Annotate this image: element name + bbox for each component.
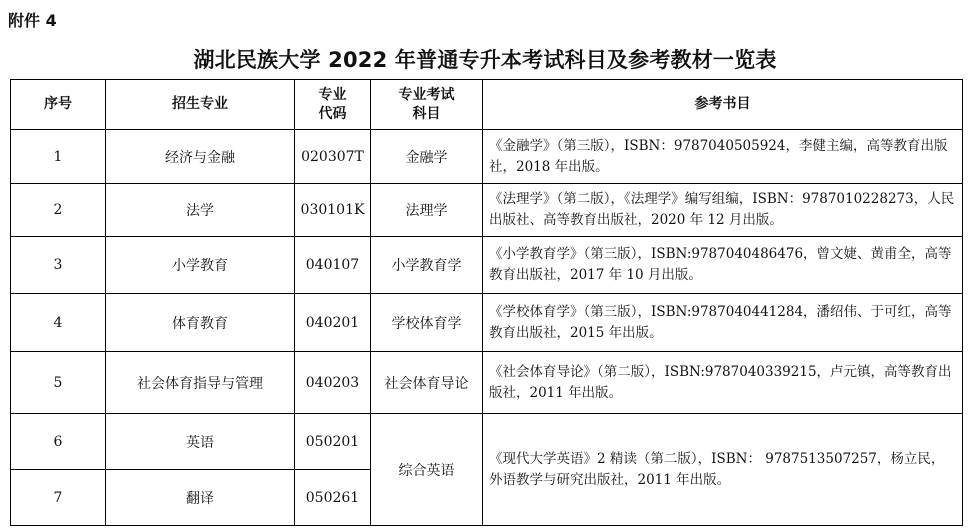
cell-books: 《小学教育学》（第三版），ISBN:9787040486476，曾文婕、黄甫全，高等教育出版社，2017 年 10 月出版。 <box>483 237 963 294</box>
table-row <box>11 414 963 470</box>
cell-seq: 1 <box>11 130 106 184</box>
cell-seq: 4 <box>11 294 106 352</box>
table-row <box>11 352 963 414</box>
cell-code: 050261 <box>295 470 371 526</box>
cell-major: 社会体育指导与管理 <box>106 352 295 414</box>
table-row <box>11 294 963 352</box>
cell-major: 小学教育 <box>106 237 295 294</box>
cell-code: 030101K <box>295 184 371 237</box>
cell-books-merged: 《现代大学英语》2 精读（第二版），ISBN： 9787513507257，杨立民，外语教学与研究出版社，2011 年出版。 <box>483 414 963 526</box>
cell-seq: 7 <box>11 470 106 526</box>
cell-seq: 2 <box>11 184 106 237</box>
header-code <box>295 80 371 130</box>
cell-books: 《金融学》（第三版），ISBN：9787040505924，李健主编，高等教育出版社，2018 年出版。 <box>483 130 963 184</box>
attachment-label: 附件 4 <box>8 11 57 30</box>
cell-major: 英语 <box>106 414 295 470</box>
cell-code: 040201 <box>295 294 371 352</box>
header-row <box>11 80 963 130</box>
table-row <box>11 237 963 294</box>
cell-subject: 社会体育导论 <box>371 352 483 414</box>
header-code-line1: 专业 <box>318 86 347 103</box>
cell-subject: 金融学 <box>371 130 483 184</box>
cell-code: 040107 <box>295 237 371 294</box>
header-major: 招生专业 <box>106 80 295 130</box>
cell-books: 《学校体育学》（第三版），ISBN:9787040441284，潘绍伟、于可红，高等教育出版社，2015 年出版。 <box>483 294 963 352</box>
header-subject <box>371 80 483 130</box>
table-row <box>11 130 963 184</box>
cell-books: 《法理学》（第二版），《法理学》编写组编，ISBN：9787010228273，人民出版社、高等教育出版社，2020 年 12 月出版。 <box>483 184 963 237</box>
cell-code: 040203 <box>295 352 371 414</box>
header-subject-line1: 专业考试 <box>398 86 455 103</box>
exam-subjects-table <box>10 79 963 526</box>
cell-major: 翻译 <box>106 470 295 526</box>
cell-major: 体育教育 <box>106 294 295 352</box>
cell-seq: 5 <box>11 352 106 414</box>
cell-subject: 小学教育学 <box>371 237 483 294</box>
cell-major: 法学 <box>106 184 295 237</box>
header-code-line2: 代码 <box>318 105 347 122</box>
header-subject-line2: 科目 <box>412 105 441 122</box>
cell-books: 《社会体育导论》（第二版），ISBN:9787040339215，卢元镇，高等教育出版社，2011 年出版。 <box>483 352 963 414</box>
table-row <box>11 184 963 237</box>
cell-subject-merged: 综合英语 <box>371 414 483 526</box>
header-books: 参考书目 <box>483 80 963 130</box>
header-seq: 序号 <box>11 80 106 130</box>
cell-seq: 3 <box>11 237 106 294</box>
cell-code: 020307T <box>295 130 371 184</box>
cell-subject: 法理学 <box>371 184 483 237</box>
page-title: 湖北民族大学 2022 年普通专升本考试科目及参考教材一览表 <box>193 48 777 72</box>
cell-major: 经济与金融 <box>106 130 295 184</box>
cell-subject: 学校体育学 <box>371 294 483 352</box>
cell-seq: 6 <box>11 414 106 470</box>
cell-code: 050201 <box>295 414 371 470</box>
